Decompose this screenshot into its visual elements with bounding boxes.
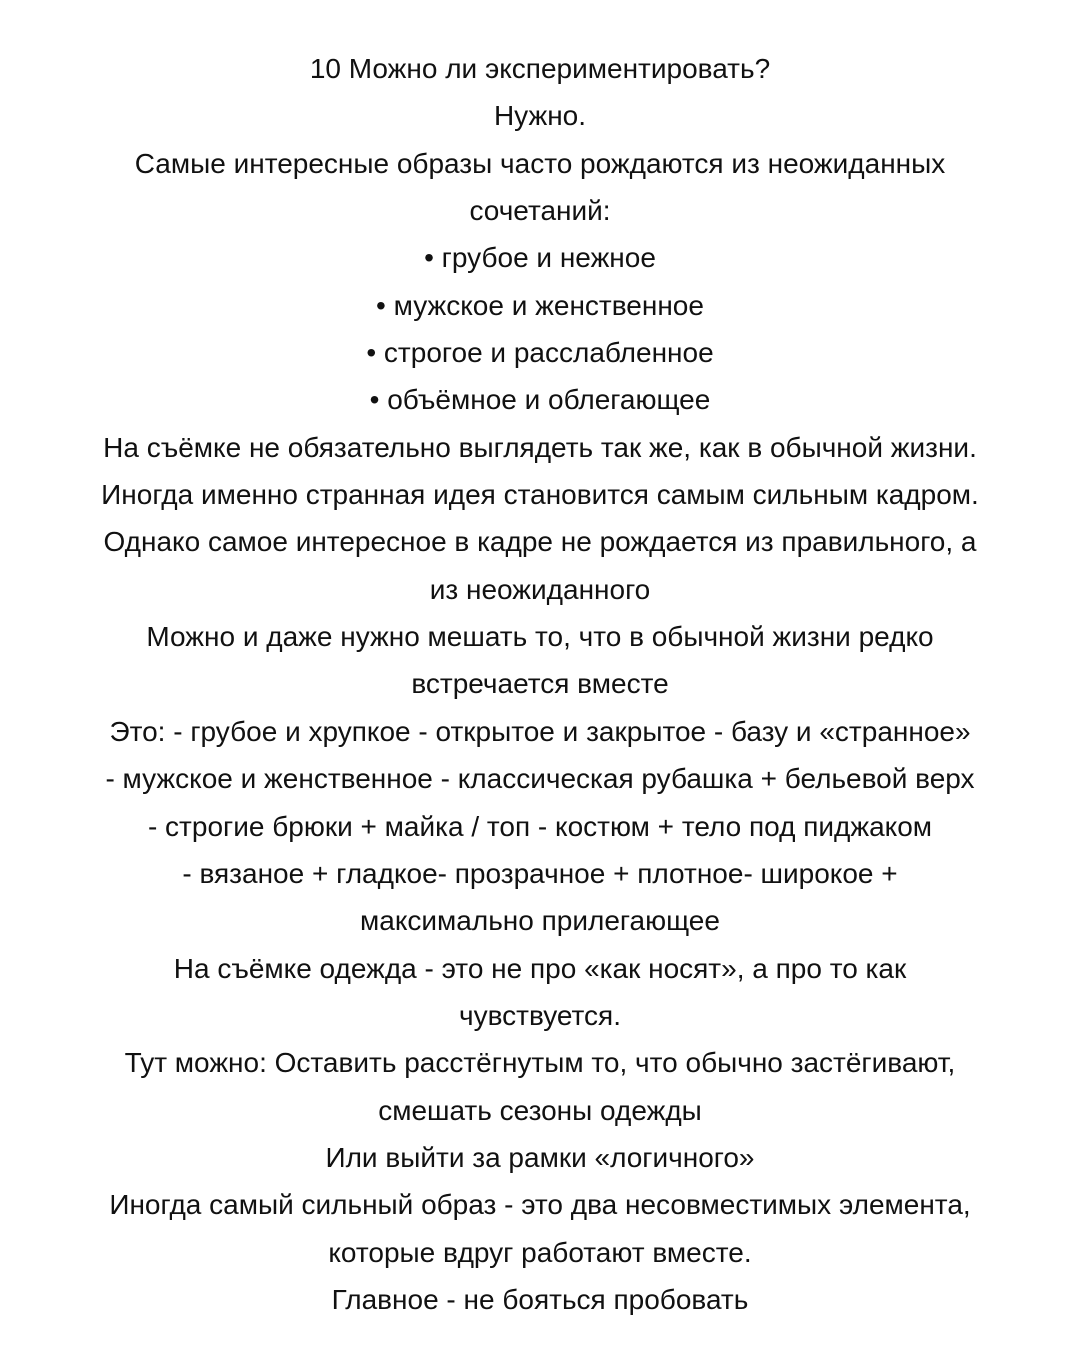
text-line: встречается вместе xyxy=(411,668,669,700)
text-line: - мужское и женственное - классическая рубашка + бельевой верх xyxy=(105,763,975,795)
text-line: Тут можно: Оставить расстёгнутым то, что обычно застёгивают, xyxy=(124,1047,956,1079)
document-title: 10 Можно ли экспериментировать? xyxy=(309,53,771,84)
text-line: На съёмке не обязательно выглядеть так же, как в обычной жизни. xyxy=(103,431,977,463)
text-line: которые вдруг работают вместе. xyxy=(328,1236,752,1268)
text-line: чувствуется. xyxy=(458,999,621,1031)
bullet-item: • объёмное и облегающее xyxy=(369,384,711,416)
text-line: сочетаний: xyxy=(469,195,611,227)
text-line: максимально прилегающее xyxy=(360,905,720,937)
text-line: Иногда именно странная идея становится самым сильным кадром. xyxy=(101,479,979,511)
text-line: На съёмке одежда - это не про «как носят», а про то как xyxy=(173,952,907,984)
document-body xyxy=(0,45,1080,1323)
bullet-item: • мужское и женственное xyxy=(376,289,704,321)
bullet-item: • грубое и нежное xyxy=(424,242,656,274)
text-line: Нужно. xyxy=(493,100,587,132)
text-line: Можно и даже нужно мешать то, что в обычной жизни редко xyxy=(146,621,934,653)
text-line: Однако самое интересное в кадре не рождается из правильного, а xyxy=(103,526,977,558)
closing-line: Главное - не бояться пробовать xyxy=(331,1283,749,1315)
text-line: Самые интересные образы часто рождаются из неожиданных xyxy=(134,147,946,179)
text-line: - вязаное + гладкое- прозрачное + плотное- широкое + xyxy=(182,857,898,889)
text-line: Иногда самый сильный образ - это два несовместимых элемента, xyxy=(109,1189,971,1221)
bullet-item: • строгое и расслабленное xyxy=(366,337,714,369)
text-line: - строгие брюки + майка / топ - костюм + тело под пиджаком xyxy=(147,810,933,842)
text-line: Или выйти за рамки «логичного» xyxy=(325,1141,755,1173)
text-line: Это: - грубое и хрупкое - открытое и закрытое - базу и «странное» xyxy=(109,715,971,747)
text-line: из неожиданного xyxy=(429,573,651,605)
text-line: смешать сезоны одежды xyxy=(378,1094,702,1126)
